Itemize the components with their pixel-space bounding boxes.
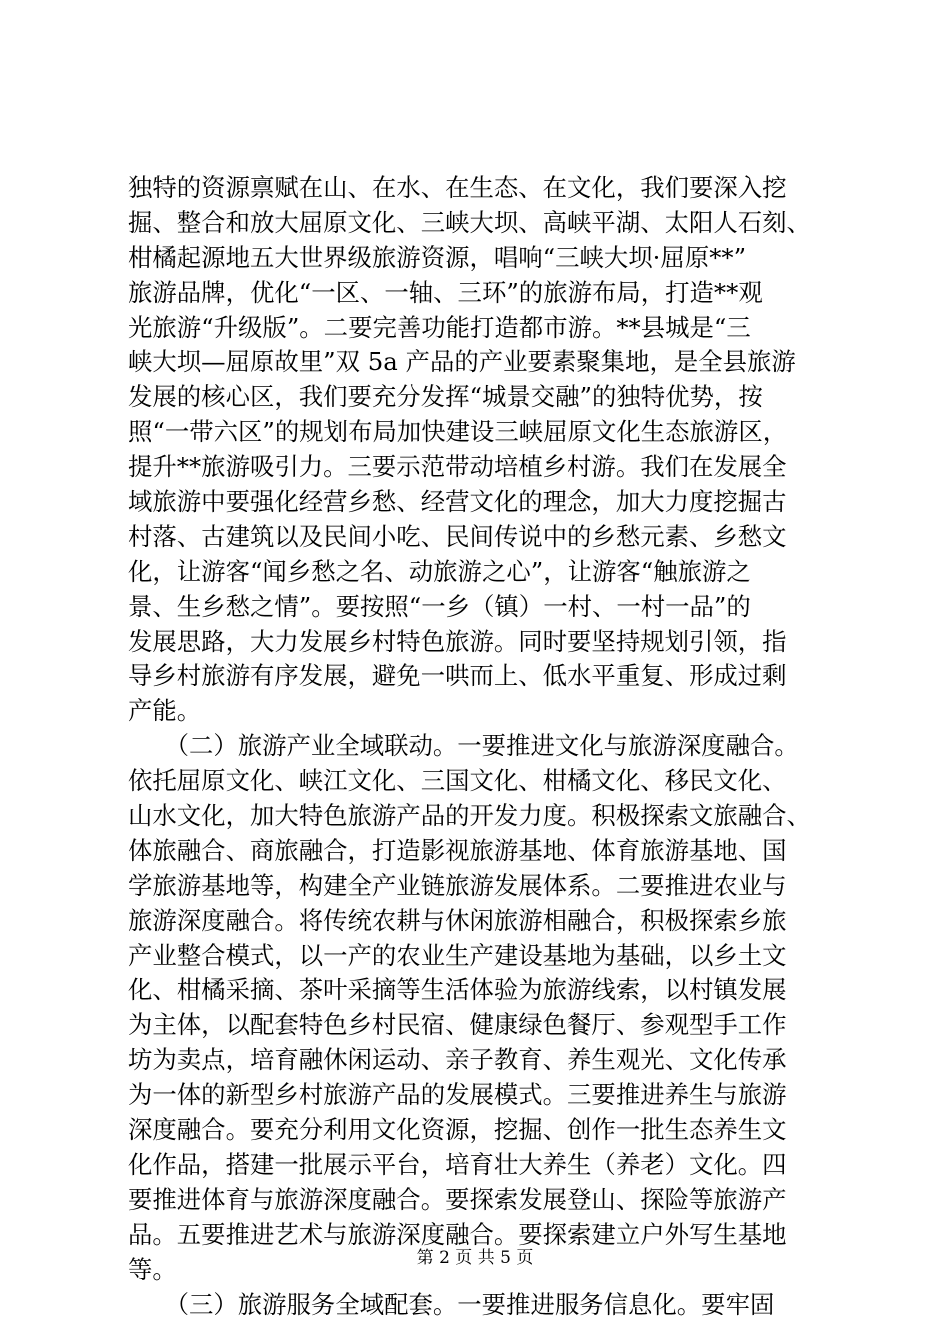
text-line: 品。五要推进艺术与旅游深度融合。要探索建立户外写生基地 xyxy=(128,1219,787,1249)
text-line: 产能。 xyxy=(128,696,202,726)
text-line: 化，让游客“闻乡愁之名、动旅游之心”，让游客“触旅游之 xyxy=(128,556,751,586)
text-line: 发展的核心区，我们要充分发挥“城景交融”的独特优势，按 xyxy=(128,382,763,412)
text-line: （三）旅游服务全域配套。一要推进服务信息化。要牢固 xyxy=(128,1289,775,1319)
text-line: 为主体，以配套特色乡村民宿、健康绿色餐厅、参观型手工作 xyxy=(128,1010,787,1040)
text-line: 峡大坝—屈原故里”双 5a 产品的产业要素聚集地，是全县旅游 xyxy=(128,347,796,377)
text-line: 提升**旅游吸引力。三要示范带动培植乡村游。我们在发展全 xyxy=(128,452,787,482)
text-line: 村落、古建筑以及民间小吃、民间传说中的乡愁元素、乡愁文 xyxy=(128,521,787,551)
page-footer: 第 2 页 共 5 页 xyxy=(416,1248,534,1268)
text-line: 化、柑橘采摘、茶叶采摘等生活体验为旅游线索，以村镇发展 xyxy=(128,975,787,1005)
text-line: 发展思路，大力发展乡村特色旅游。同时要坚持规划引领，指 xyxy=(128,626,787,656)
text-line: 山水文化，加大特色旅游产品的开发力度。积极探索文旅融合、 xyxy=(128,801,811,831)
text-line: 导乡村旅游有序发展，避免一哄而上、低水平重复、形成过剩 xyxy=(128,661,787,691)
text-line: 学旅游基地等，构建全产业链旅游发展体系。二要推进农业与 xyxy=(128,870,787,900)
text-line: 产业整合模式，以一产的农业生产建设基地为基础，以乡土文 xyxy=(128,940,787,970)
text-line: 体旅融合、商旅融合，打造影视旅游基地、体育旅游基地、国 xyxy=(128,835,787,865)
text-line: 旅游品牌，优化“一区、一轴、三环”的旅游布局，打造**观 xyxy=(128,277,763,307)
text-line: 景、生乡愁之情”。要按照“一乡（镇）一村、一村一品”的 xyxy=(128,591,751,621)
text-line: 柑橘起源地五大世界级旅游资源，唱响“三峡大坝·屈原**” xyxy=(128,242,747,272)
text-line: 光旅游“升级版”。二要完善功能打造都市游。**县城是“三 xyxy=(128,312,751,342)
text-line: 为一体的新型乡村旅游产品的发展模式。三要推进养生与旅游 xyxy=(128,1080,787,1110)
text-line: 照“一带六区”的规划布局加快建设三峡屈原文化生态旅游区， xyxy=(128,417,788,447)
text-line: 坊为卖点，培育融休闲运动、亲子教育、养生观光、文化传承 xyxy=(128,1045,787,1075)
text-line: （二）旅游产业全域联动。一要推进文化与旅游深度融合。 xyxy=(128,731,799,761)
text-line: 域旅游中要强化经营乡愁、经营文化的理念，加大力度挖掘古 xyxy=(128,487,787,517)
text-line: 旅游深度融合。将传统农耕与休闲旅游相融合，积极探索乡旅 xyxy=(128,905,787,935)
text-line: 依托屈原文化、峡江文化、三国文化、柑橘文化、移民文化、 xyxy=(128,766,787,796)
text-line: 深度融合。要充分利用文化资源，挖掘、创作一批生态养生文 xyxy=(128,1115,787,1145)
text-line: 等。 xyxy=(128,1254,177,1284)
text-line: 要推进体育与旅游深度融合。要探索发展登山、探险等旅游产 xyxy=(128,1184,787,1214)
document-body xyxy=(128,171,840,1322)
text-line: 独特的资源禀赋在山、在水、在生态、在文化，我们要深入挖 xyxy=(128,173,787,202)
text-line: 化作品，搭建一批展示平台，培育壮大养生（养老）文化。四 xyxy=(128,1149,787,1179)
text-line: 掘、整合和放大屈原文化、三峡大坝、高峡平湖、太阳人石刻、 xyxy=(128,207,811,237)
